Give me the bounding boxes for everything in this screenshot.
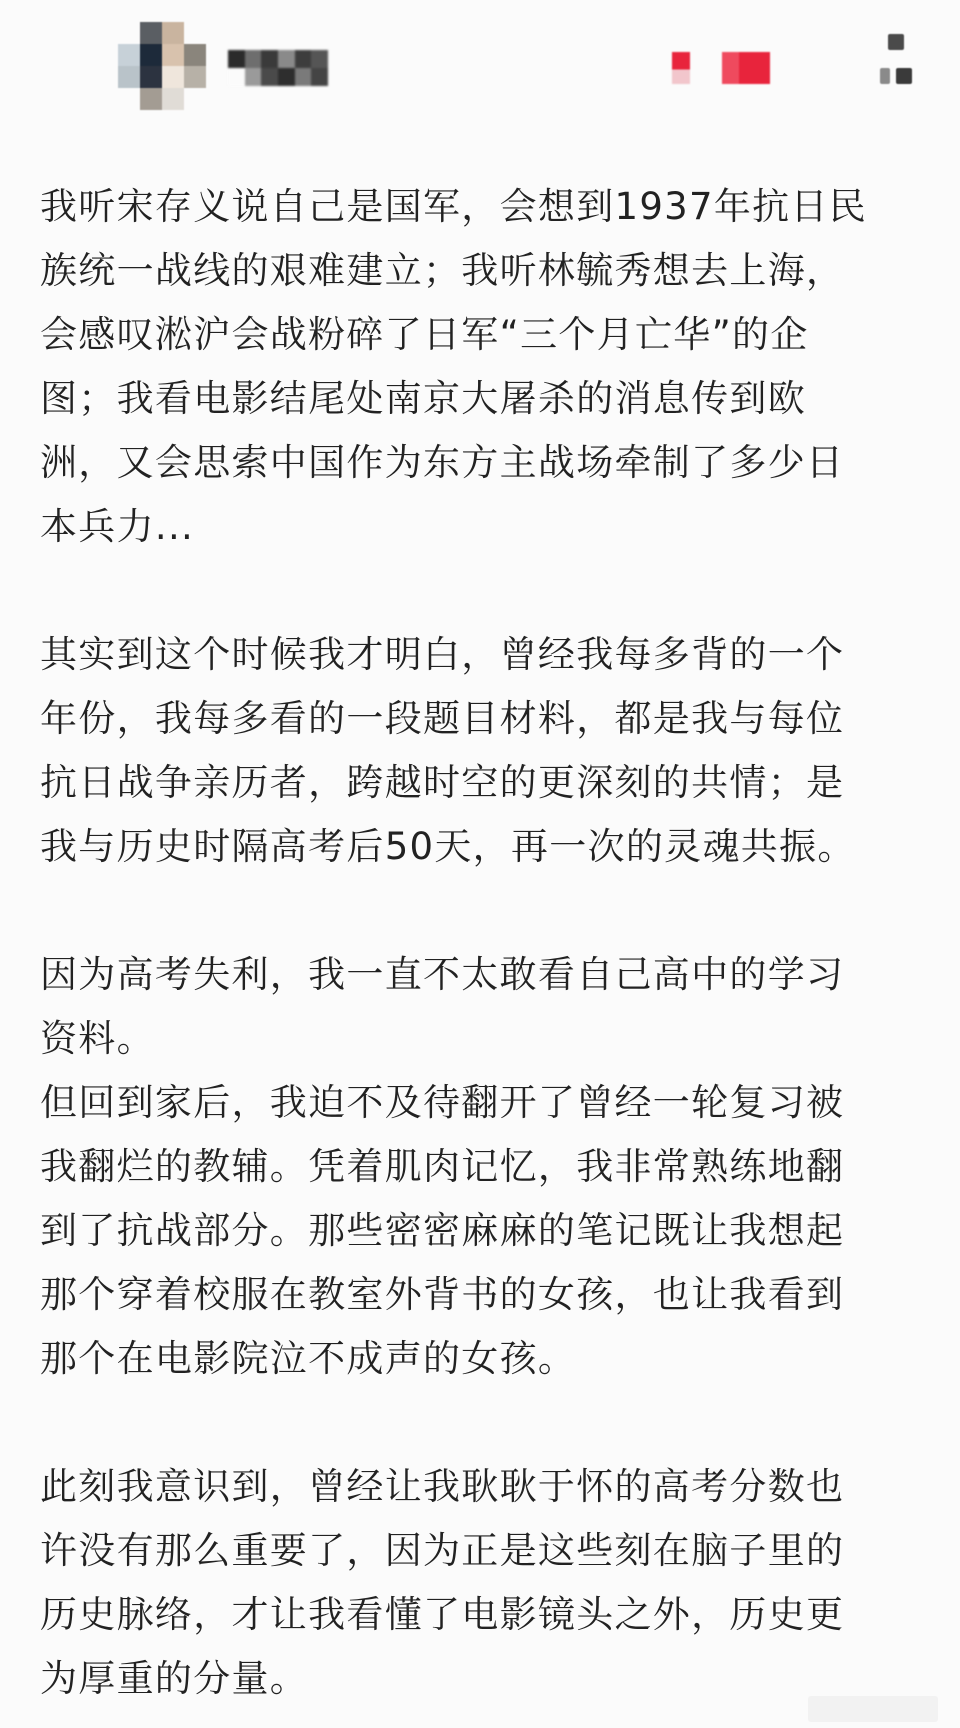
paragraph-4: 但回到家后，我迫不及待翻开了曾经一轮复习被 我翻烂的教辅。凭着肌肉记忆，我非常熟练地翻 到了抗战部分。那些密密麻麻的笔记既让我想起 那个穿着校服在教室外背书的女孩，也让我看到 那个在电影院泣不成声的女孩。 xyxy=(40,1081,845,1380)
follow-button[interactable] xyxy=(722,52,770,84)
paragraph-1: 我听宋存义说自己是国军，会想到1937年抗日民 族统一战线的艰难建立；我听林毓秀想去上海， 会感叹淞沪会战粉碎了日军“三个月亡华”的企 图；我看电影结尾处南京大屠杀的消息传到欧 洲，又会思索中国作为东方主战场牵制了多少日 本兵力... xyxy=(40,185,868,548)
paragraph-2: 其实到这个时候我才明白，曾经我每多背的一个 年份，我每多看的一段题目材料，都是我与每位 抗日战争亲历者，跨越时空的更深刻的共情；是 我与历史时隔高考后50天，再一次的灵魂共振。 xyxy=(40,633,856,868)
post-header xyxy=(0,0,960,130)
more-options-icon[interactable] xyxy=(886,34,914,88)
post-body xyxy=(40,175,920,1711)
paragraph-3: 因为高考失利，我一直不太敢看自己高中的学习 资料。 xyxy=(40,953,845,1060)
paragraph-5: 此刻我意识到，曾经让我耿耿于怀的高考分数也 许没有那么重要了，因为正是这些刻在脑子里的 历史脉络，才让我看懂了电影镜头之外，历史更 为厚重的分量。 xyxy=(40,1465,845,1700)
avatar[interactable] xyxy=(118,22,206,110)
like-icon[interactable] xyxy=(672,52,690,84)
username-blurred[interactable] xyxy=(228,50,328,86)
watermark-blurred xyxy=(808,1696,938,1722)
